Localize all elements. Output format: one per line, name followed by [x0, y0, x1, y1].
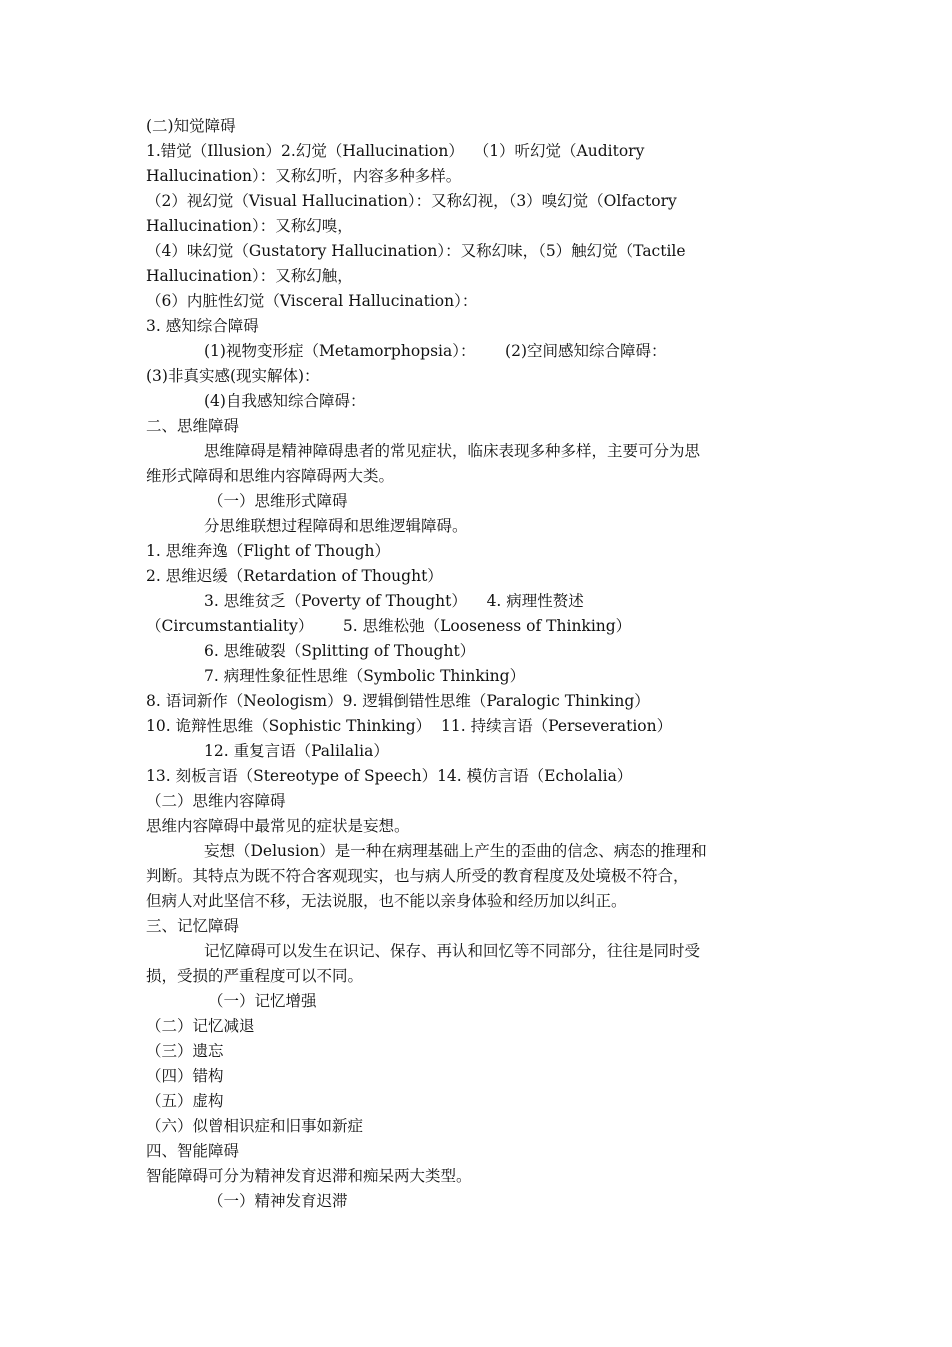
list-item: 10. 诡辩性思维（Sophistic Thinking） 11. 持续言语（Perseveration） — [146, 717, 673, 735]
subsection-heading: （一）记忆增强 — [208, 992, 317, 1010]
text-line: (1)视物变形症（Metamorphopsia）： (2)空间感知综合障碍： — [204, 342, 667, 360]
text-line: (3)非真实感(现实解体)： — [146, 367, 320, 385]
text-line: Hallucination）：又称幻触， — [146, 267, 353, 285]
list-item: 13. 刻板言语（Stereotype of Speech）14. 模仿言语（Echolalia） — [146, 767, 633, 785]
section-heading-perception-disorder: (二)知觉障碍 — [146, 117, 236, 135]
text-line: (4)自我感知综合障碍： — [204, 392, 366, 410]
text-line: Hallucination）：又称幻嗅， — [146, 217, 353, 235]
list-item: （四）错构 — [146, 1067, 224, 1085]
text-line: （6）内脏性幻觉（Visceral Hallucination）： — [146, 292, 478, 310]
text-line: 思维内容障碍中最常见的症状是妄想。 — [146, 817, 410, 835]
text-line: 1.错觉（Illusion）2.幻觉（Hallucination） （1）听幻觉（Auditory — [146, 142, 645, 160]
subsection-heading: （一）精神发育迟滞 — [208, 1192, 348, 1210]
list-item: 12. 重复言语（Palilalia） — [204, 742, 389, 760]
text-line: （2）视幻觉（Visual Hallucination）：又称幻视，（3）嗅幻觉（Olfactory — [146, 192, 677, 210]
section-heading-memory-disorder: 三、记忆障碍 — [146, 917, 240, 935]
paragraph-line: 判断。其特点为既不符合客观现实，也与病人所受的教育程度及处境极不符合， — [146, 867, 689, 885]
list-item: （Circumstantiality） 5. 思维松弛（Looseness of Thinking） — [146, 617, 632, 635]
list-item: 8. 语词新作（Neologism）9. 逻辑倒错性思维（Paralogic Thinking） — [146, 692, 650, 710]
list-item: 2. 思维迟缓（Retardation of Thought） — [146, 567, 443, 585]
paragraph-line: 记忆障碍可以发生在识记、保存、再认和回忆等不同部分，往往是同时受 — [204, 942, 701, 960]
paragraph-line: 但病人对此坚信不移，无法说服，也不能以亲身体验和经历加以纠正。 — [146, 892, 627, 910]
list-item: （三）遗忘 — [146, 1042, 224, 1060]
text-line: 智能障碍可分为精神发育迟滞和痴呆两大类型。 — [146, 1167, 472, 1185]
paragraph-line: 损，受损的严重程度可以不同。 — [146, 967, 364, 985]
list-item: 7. 病理性象征性思维（Symbolic Thinking） — [204, 667, 526, 685]
list-item: （二）记忆减退 — [146, 1017, 255, 1035]
paragraph-line: 维形式障碍和思维内容障碍两大类。 — [146, 467, 395, 485]
list-item: 6. 思维破裂（Splitting of Thought） — [204, 642, 476, 660]
list-item: 3. 思维贫乏（Poverty of Thought） 4. 病理性赘述 — [204, 592, 584, 610]
subsection-heading: （二）思维内容障碍 — [146, 792, 286, 810]
section-heading-intelligence-disorder: 四、智能障碍 — [146, 1142, 240, 1160]
list-item: （六）似曾相识症和旧事如新症 — [146, 1117, 364, 1135]
section-heading-thinking-disorder: 二、思维障碍 — [146, 417, 240, 435]
text-line: （4）味幻觉（Gustatory Hallucination）：又称幻味，（5）触幻觉（Tactile — [146, 242, 686, 260]
paragraph-line: 思维障碍是精神障碍患者的常见症状，临床表现多种多样，主要可分为思 — [204, 442, 701, 460]
list-item: （五）虚构 — [146, 1092, 224, 1110]
subsection-heading: （一）思维形式障碍 — [208, 492, 348, 510]
text-line: Hallucination）：又称幻听，内容多种多样。 — [146, 167, 462, 185]
subsection-heading: 3. 感知综合障碍 — [146, 317, 259, 335]
document-body — [146, 114, 812, 1214]
list-item: 1. 思维奔逸（Flight of Though） — [146, 542, 390, 560]
paragraph-line: 妄想（Delusion）是一种在病理基础上产生的歪曲的信念、病态的推理和 — [204, 842, 707, 860]
text-line: 分思维联想过程障碍和思维逻辑障碍。 — [204, 517, 468, 535]
